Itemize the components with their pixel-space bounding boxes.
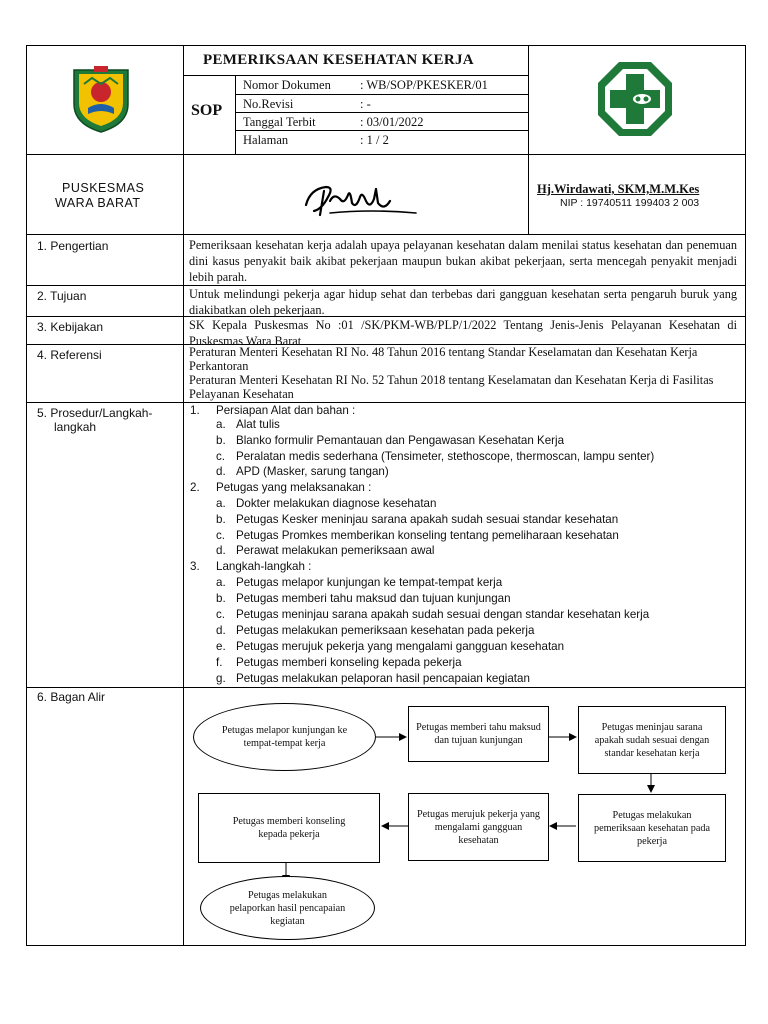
flow-node-memberi-tahu: Petugas memberi tahu maksud dan tujuan kunjungan — [408, 706, 549, 762]
org-name-line1: PUSKESMAS — [62, 181, 145, 195]
field-label-halaman: Halaman — [243, 133, 289, 147]
section-label-kebijakan: 3. Kebijakan — [37, 320, 104, 334]
divider — [26, 402, 746, 403]
regional-emblem-logo — [70, 64, 132, 134]
section-text-referensi-2: Peraturan Menteri Kesehatan RI No. 52 Tahun 2018 tentang Keselamatan dan Kesehatan Kerja di Fasilitas Pelayanan Kesehatan — [189, 373, 714, 401]
list-item: g. Petugas melakukan pelaporan hasil pencapaian kegiatan — [216, 672, 530, 685]
flow-node-konseling: Petugas memberi konseling kepada pekerja — [198, 793, 380, 863]
section-label-bagan-alir: 6. Bagan Alir — [37, 690, 106, 704]
table-border-bottom — [26, 945, 746, 946]
flow-node-pelaporan: Petugas melakukan pelaporkan hasil pencapaian kegiatan — [200, 876, 375, 940]
field-value-no-revisi: : - — [360, 97, 371, 111]
section-label-prosedur-cont: langkah — [54, 420, 97, 434]
section-label-pengertian: 1. Pengertian — [37, 239, 109, 253]
section-label-prosedur: 5. Prosedur/Langkah- — [37, 406, 153, 420]
section-label-tujuan: 2. Tujuan — [37, 289, 87, 303]
divider — [235, 112, 528, 113]
list-item: b. Petugas memberi tahu maksud dan tujuan kunjungan — [216, 592, 511, 605]
field-label-no-revisi: No.Revisi — [243, 97, 294, 111]
procedure-group-title: 2. Petugas yang melaksanakan : — [190, 481, 372, 494]
list-item: d. Perawat melakukan pemeriksaan awal — [216, 544, 435, 557]
divider — [528, 45, 529, 234]
list-item: a. Petugas melapor kunjungan ke tempat-tempat kerja — [216, 576, 503, 589]
flow-node-meninjau: Petugas meninjau sarana apakah sudah sesuai dengan standar kesehatan kerja — [578, 706, 726, 774]
procedure-group-title: 3. Langkah-langkah : — [190, 560, 312, 573]
section-text-referensi-1: Peraturan Menteri Kesehatan RI No. 48 Tahun 2016 tentang Standar Keselamatan dan Kesehatan Kerja Perkantoran — [189, 345, 698, 373]
field-value-halaman: : 1 / 2 — [360, 133, 389, 147]
procedure-group-title: 1. Persiapan Alat dan bahan : — [190, 404, 356, 417]
table-border-left — [26, 45, 27, 946]
org-name-line2: WARA BARAT — [55, 196, 141, 210]
section-text-kebijakan: SK Kepala Puskesmas No :01 /SK/PKM-WB/PLP/1/2022 Tentang Jenis-Jenis Pelayanan Kesehatan di Puskesmas Wara Barat — [189, 318, 737, 348]
section-text-pengertian: Pemeriksaan kesehatan kerja adalah upaya pelayanan kesehatan dalam menilai status kesehatan dan penemuan dini kasus penyakit baik akibat pekerjaan maupun bukan akibat pekerjaan, serta mencegah penyakit menjadi lebih parah. — [189, 238, 737, 284]
field-value-nomor-dokumen: : WB/SOP/PKESKER/01 — [360, 78, 488, 92]
flow-node-melapor: Petugas melapor kunjungan ke tempat-tempat kerja — [193, 703, 376, 771]
table-border-right — [745, 45, 746, 946]
field-value-tanggal-terbit: : 03/01/2022 — [360, 115, 424, 129]
field-label-tanggal-terbit: Tanggal Terbit — [243, 115, 316, 129]
divider — [235, 130, 528, 131]
field-label-nomor-dokumen: Nomor Dokumen — [243, 78, 331, 92]
table-border-top — [26, 45, 746, 46]
list-item: e. Petugas merujuk pekerja yang mengalami gangguan kesehatan — [216, 640, 565, 653]
divider — [183, 75, 528, 76]
document-title: PEMERIKSAAN KESEHATAN KERJA — [203, 52, 474, 68]
flow-node-merujuk: Petugas merujuk pekerja yang mengalami gangguan kesehatan — [408, 793, 549, 861]
list-item: a. Alat tulis — [216, 418, 280, 431]
signer-name: Hj.Wirdawati, SKM,M.M.Kes — [537, 182, 700, 196]
list-item: c. Peralatan medis sederhana (Tensimeter, stethoscope, thermoscan, lampu senter) — [216, 450, 655, 463]
list-item: b. Petugas Kesker meninjau sarana apakah sudah sesuai standar kesehatan — [216, 513, 619, 526]
list-item: b. Blanko formulir Pemantauan dan Pengawasan Kesehatan Kerja — [216, 434, 565, 447]
divider — [26, 154, 746, 155]
sop-label: SOP — [191, 102, 223, 119]
section-label-referensi: 4. Referensi — [37, 348, 102, 362]
list-item: f. Petugas memberi konseling kepada pekerja — [216, 656, 462, 669]
signature-image — [300, 175, 420, 221]
puskesmas-logo — [596, 60, 674, 138]
list-item: d. Petugas melakukan pemeriksaan kesehatan pada pekerja — [216, 624, 535, 637]
list-item: c. Petugas Promkes memberikan konseling tentang pemeliharaan kesehatan — [216, 529, 619, 542]
section-text-tujuan: Untuk melindungi pekerja agar hidup sehat dan terbebas dari gangguan kesehatan serta pengaruh buruk yang diakibatkan oleh pekerjaan. — [189, 287, 737, 317]
list-item: d. APD (Masker, sarung tangan) — [216, 465, 389, 478]
divider — [26, 234, 746, 235]
list-item: c. Petugas meninjau sarana apakah sudah sesuai dengan standar kesehatan kerja — [216, 608, 650, 621]
list-item: a. Dokter melakukan diagnose kesehatan — [216, 497, 437, 510]
divider — [235, 75, 236, 154]
flow-node-pemeriksaan: Petugas melakukan pemeriksaan kesehatan pada pekerja — [578, 794, 726, 862]
signer-nip: NIP : 19740511 199403 2 003 — [560, 197, 700, 209]
divider — [235, 94, 528, 95]
